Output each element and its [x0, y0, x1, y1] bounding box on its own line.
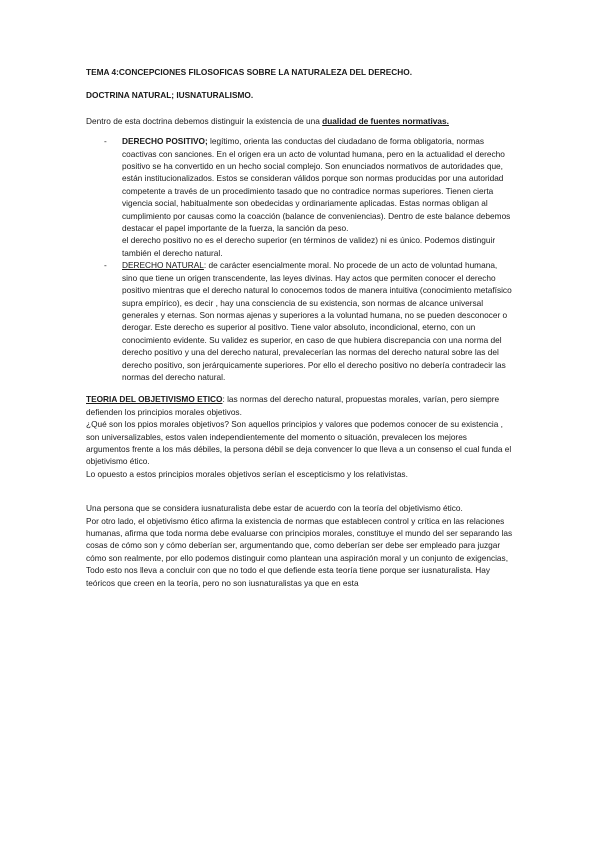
teoria-paragraph: [86, 393, 513, 418]
derecho-positivo-text: legítimo, orienta las conductas del ciudadano de forma obligatoria, normas coactivas con sanciones. En el origen era un acto de voluntad humana, pero en la actualidad el derecho positivo se ha convertido en un hecho social complejo. Son enunciados normativos de autoridades que, están institucionalizados. Estos se consideran válidos porque son normas producidas por una autoridad competente a través de un procedimiento tasado que no contradice normas superiores. Tienen cierta vigencia social, habitualmente son obedecidas y ordinariamente aplicadas. Estas normas obligan al cumplimiento por causas como la coacción (balance de conveniencias). Dentro de este balance debemos destacar el papel importante de la fuerza, la sanción da peso.: [122, 136, 511, 234]
intro-paragraph: [86, 115, 513, 127]
list-item-derecho-natural: [122, 259, 513, 383]
derecho-natural-text: : de carácter esencialmente moral. No procede de un acto de voluntad humana, sino que tiene un origen transcendente, las leyes divinas. Hay actos que permiten conocer el derecho positivo mientras que el derecho natural lo conocemos todos de manera intuitiva (conocimiento metafísico supra empírico), es decir , hay una consciencia de su existencia, son normas de alcance universal generales y eternas. Son normas ajenas y superiores a la voluntad humana, no se pueden desconocer o derogar. Este derecho es superior al positivo. Tiene valor absoluto, incondicional, eterno, con un conocimiento evidente. Su validez es superior, en caso de que hubiera discrepancia con una norma del derecho positivo y una del derecho natural, prevalecerían las normas del derecho natural sobre las del derecho positivo, son jerárquicamente superiores. Por ello el derecho positivo no debería contradecir las normas del derecho natural.: [122, 260, 512, 382]
teoria-text: : las normas del derecho natural, propuestas morales, varían, pero siempre defienden los principios morales objetivos.: [86, 394, 500, 417]
list-item-derecho-positivo: [122, 135, 513, 259]
document-title: TEMA 4:CONCEPCIONES FILOSOFICAS SOBRE LA NATURALEZA DEL DERECHO.: [86, 67, 413, 77]
spacer: [86, 480, 513, 492]
teoria-question: ¿Qué son los ppios morales objetivos? Son aquellos principios y valores que podemos conocer de su existencia , son universalizables, estos valen independientemente del momento o situación, prevalecen los mejores argumentos frente a los más débiles, la persona débil se deja convencer lo que lleva a un consenso el cual funda el objetivismo ético.: [86, 419, 512, 467]
closing-paragraph-1: Una persona que se considera iusnaturalista debe estar de acuerdo con la teoría del objetivismo ético.: [86, 503, 463, 514]
sources-list: [86, 135, 513, 383]
teoria-opposite: Lo opuesto a estos principios morales objetivos serían el escepticismo y los relativistas.: [86, 468, 408, 479]
term-derecho-positivo: DERECHO POSITIVO;: [122, 136, 208, 147]
teoria-section: [86, 393, 513, 480]
derecho-positivo-extra: el derecho positivo no es el derecho superior (en términos de validez) ni es único. Podemos distinguir también el derecho natural.: [122, 235, 496, 258]
term-teoria-objetivismo: TEORIA DEL OBJETIVISMO ETICO: [86, 394, 223, 405]
term-derecho-natural: DERECHO NATURAL: [122, 260, 204, 271]
document-subtitle: DOCTRINA NATURAL; IUSNATURALISMO.: [86, 90, 254, 101]
closing-section: [86, 502, 513, 589]
intro-text: Dentro de esta doctrina debemos distinguir la existencia de una: [86, 115, 323, 126]
closing-paragraph-2: Por otro lado, el objetivismo ético afirma la existencia de normas que establecen control y crítica en las relaciones humanas, afirma que toda norma debe evaluarse con principios morales, constituye el mundo del ser separando las cosas de cómo son y cómo deberían ser, argumentando que, como deberían ser debe ser empleado para juzgar cómo son realmente, por ello podemos distinguir como plantean una aspiración moral y un conjunto de exigencias, Todo esto nos lleva a concluir con que no todo el que defiende esta teoría tiene porque ser iusnaturalista. Hay teóricos que creen en la teoría, pero no son iusnaturalistas ya que en esta: [86, 515, 513, 588]
intro-emphasis: dualidad de fuentes normativas.: [322, 115, 449, 126]
